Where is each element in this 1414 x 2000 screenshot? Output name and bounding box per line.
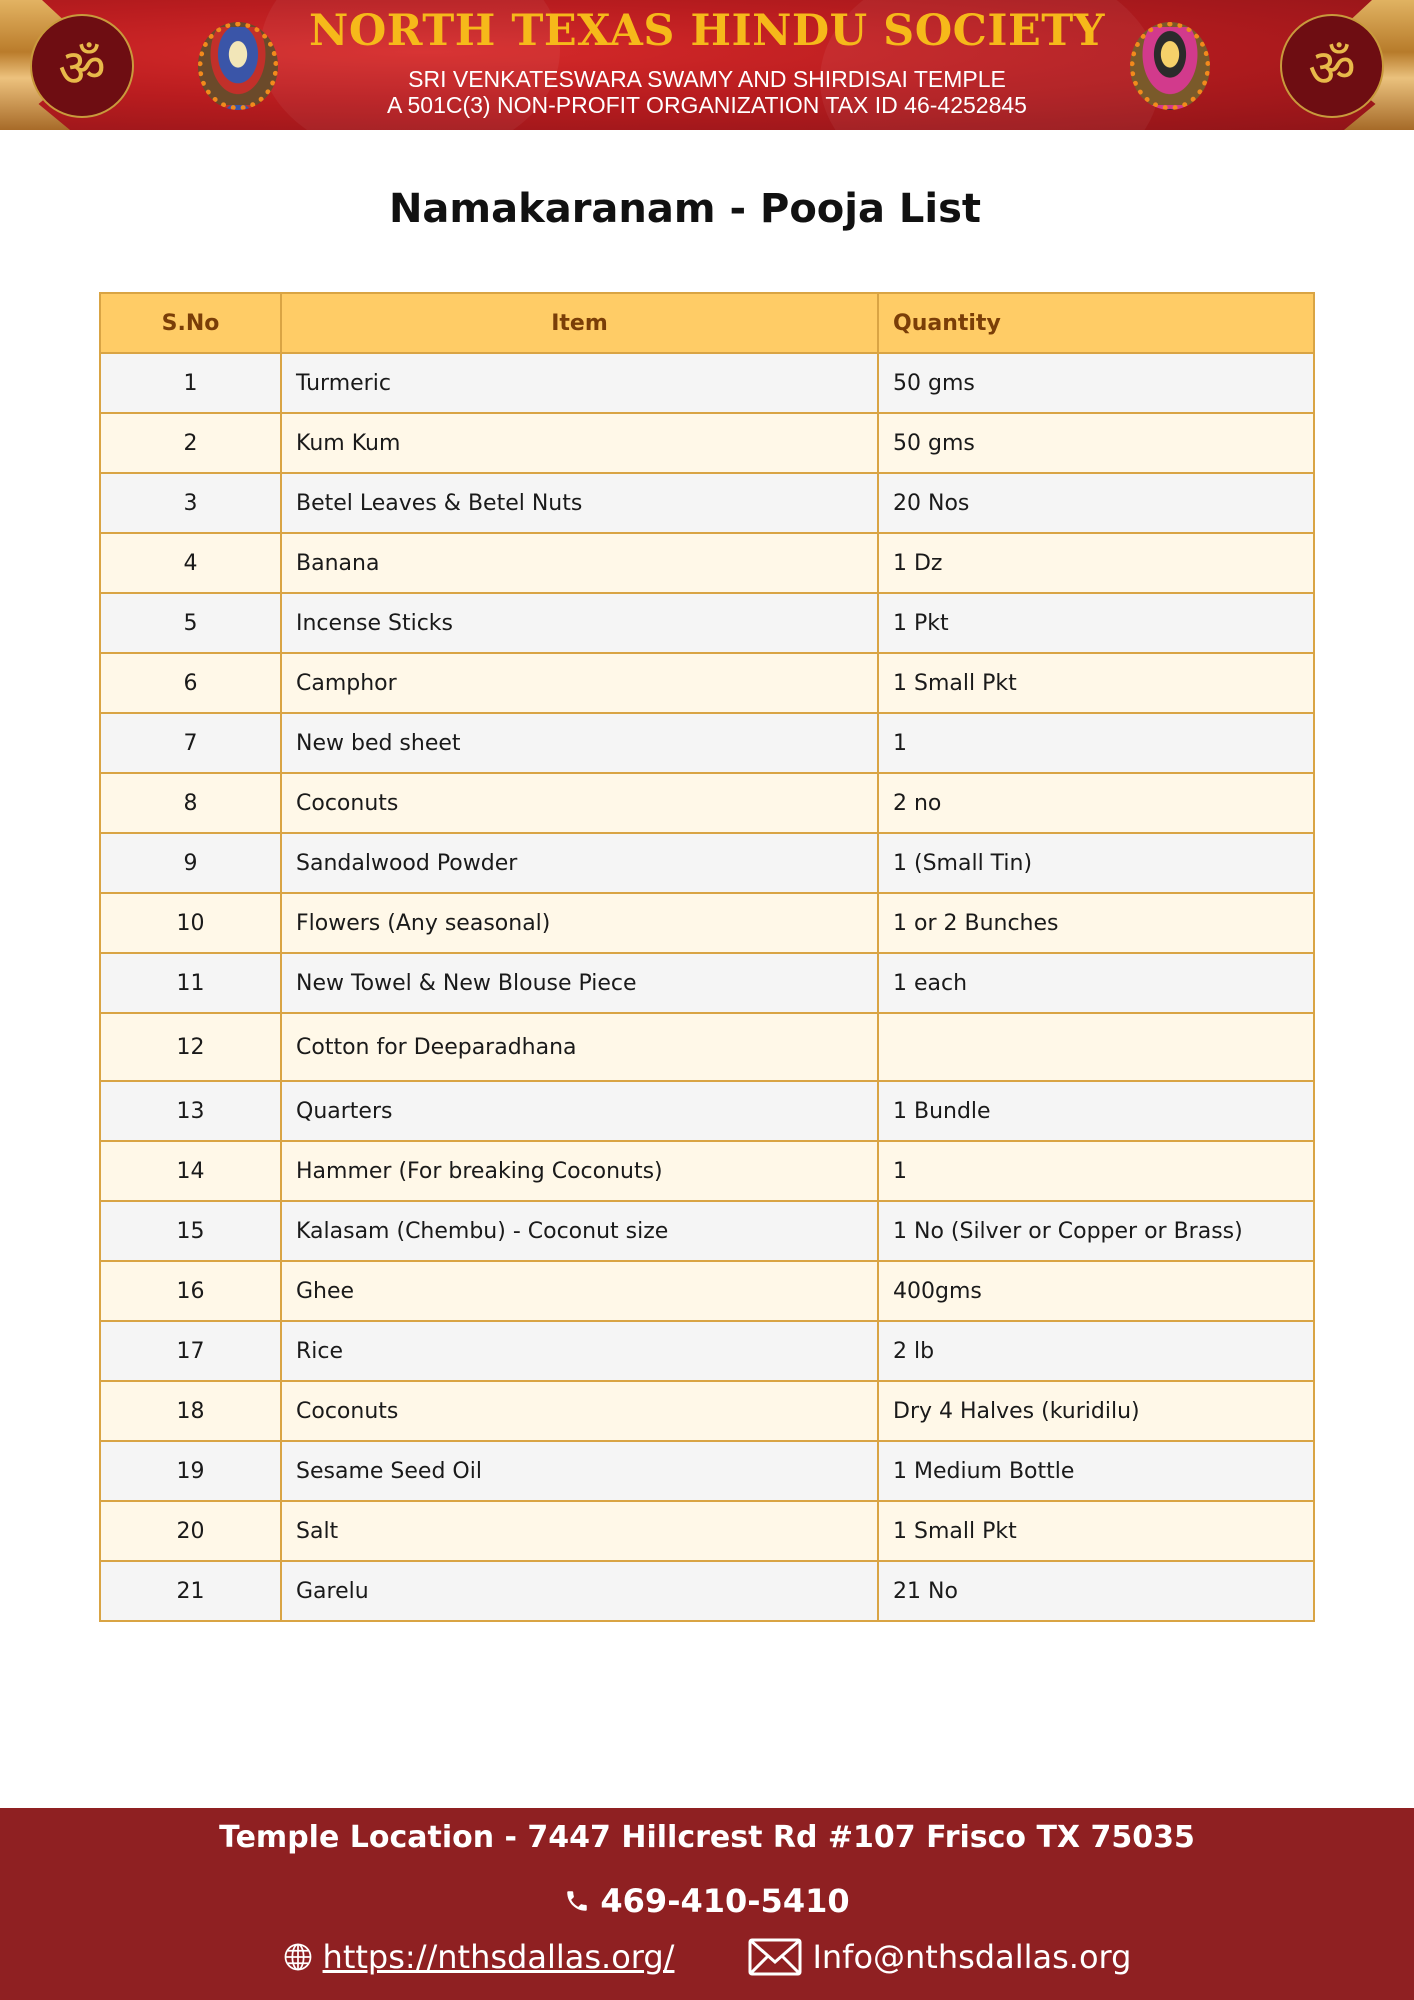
cell-sno: 6 bbox=[100, 653, 281, 713]
cell-item: Garelu bbox=[281, 1561, 878, 1621]
cell-quantity: 2 no bbox=[878, 773, 1314, 833]
table-row bbox=[100, 893, 1314, 953]
mail-icon bbox=[748, 1938, 802, 1976]
cell-quantity: 1 Medium Bottle bbox=[878, 1441, 1314, 1501]
footer bbox=[0, 1808, 1414, 2000]
cell-item: Incense Sticks bbox=[281, 593, 878, 653]
table-row bbox=[100, 953, 1314, 1013]
cell-quantity: 20 Nos bbox=[878, 473, 1314, 533]
cell-quantity: 400gms bbox=[878, 1261, 1314, 1321]
cell-quantity: 1 Dz bbox=[878, 533, 1314, 593]
cell-quantity: 1 Pkt bbox=[878, 593, 1314, 653]
cell-sno: 14 bbox=[100, 1141, 281, 1201]
cell-sno: 17 bbox=[100, 1321, 281, 1381]
table-row bbox=[100, 353, 1314, 413]
cell-item: Salt bbox=[281, 1501, 878, 1561]
cell-quantity: 1 No (Silver or Copper or Brass) bbox=[878, 1201, 1314, 1261]
phone-number[interactable]: 469-410-5410 bbox=[600, 1882, 850, 1920]
cell-item: Rice bbox=[281, 1321, 878, 1381]
cell-item: Camphor bbox=[281, 653, 878, 713]
temple-location: Temple Location - 7447 Hillcrest Rd #107 Frisco TX 75035 bbox=[219, 1820, 1195, 1855]
cell-sno: 2 bbox=[100, 413, 281, 473]
table-row bbox=[100, 1013, 1314, 1081]
table-row bbox=[100, 713, 1314, 773]
cell-item: Sesame Seed Oil bbox=[281, 1441, 878, 1501]
cell-item: Sandalwood Powder bbox=[281, 833, 878, 893]
table-row bbox=[100, 1141, 1314, 1201]
website-link[interactable] bbox=[283, 1938, 675, 1976]
cell-item: New Towel & New Blouse Piece bbox=[281, 953, 878, 1013]
cell-sno: 7 bbox=[100, 713, 281, 773]
table-row bbox=[100, 1261, 1314, 1321]
cell-sno: 18 bbox=[100, 1381, 281, 1441]
cell-item: New bed sheet bbox=[281, 713, 878, 773]
cell-quantity: 21 No bbox=[878, 1561, 1314, 1621]
om-symbol: ॐ bbox=[1308, 38, 1356, 99]
cell-sno: 1 bbox=[100, 353, 281, 413]
cell-quantity: 50 gms bbox=[878, 413, 1314, 473]
table-row bbox=[100, 593, 1314, 653]
cell-sno: 8 bbox=[100, 773, 281, 833]
cell-quantity: 50 gms bbox=[878, 353, 1314, 413]
column-header-sno: S.No bbox=[100, 293, 281, 353]
phone-icon bbox=[564, 1888, 590, 1914]
table-row bbox=[100, 1321, 1314, 1381]
table-row bbox=[100, 1441, 1314, 1501]
cell-sno: 9 bbox=[100, 833, 281, 893]
table-row bbox=[100, 1201, 1314, 1261]
cell-quantity: 1 or 2 Bunches bbox=[878, 893, 1314, 953]
cell-item: Betel Leaves & Betel Nuts bbox=[281, 473, 878, 533]
cell-sno: 3 bbox=[100, 473, 281, 533]
footer-links bbox=[0, 1938, 1414, 1976]
table-row bbox=[100, 533, 1314, 593]
cell-item: Hammer (For breaking Coconuts) bbox=[281, 1141, 878, 1201]
table-row bbox=[100, 413, 1314, 473]
cell-sno: 5 bbox=[100, 593, 281, 653]
table-row bbox=[100, 1561, 1314, 1621]
column-header-item: Item bbox=[281, 293, 878, 353]
table-header-row bbox=[100, 293, 1314, 353]
cell-sno: 19 bbox=[100, 1441, 281, 1501]
phone-contact bbox=[0, 1882, 1414, 1920]
website-url[interactable]: https://nthsdallas.org/ bbox=[322, 1938, 675, 1976]
table-row bbox=[100, 473, 1314, 533]
table-row bbox=[100, 1081, 1314, 1141]
cell-item: Quarters bbox=[281, 1081, 878, 1141]
cell-item: Coconuts bbox=[281, 773, 878, 833]
cell-item: Kum Kum bbox=[281, 413, 878, 473]
table-row bbox=[100, 773, 1314, 833]
cell-quantity: 1 Bundle bbox=[878, 1081, 1314, 1141]
page-title: Namakaranam - Pooja List bbox=[388, 186, 982, 232]
globe-icon bbox=[283, 1942, 313, 1972]
table-row bbox=[100, 653, 1314, 713]
cell-item: Coconuts bbox=[281, 1381, 878, 1441]
org-name: NORTH TEXAS HINDU SOCIETY bbox=[309, 6, 1105, 56]
email-link[interactable] bbox=[748, 1938, 1131, 1976]
cell-item: Kalasam (Chembu) - Coconut size bbox=[281, 1201, 878, 1261]
table-row bbox=[100, 833, 1314, 893]
cell-sno: 20 bbox=[100, 1501, 281, 1561]
email-address[interactable]: Info@nthsdallas.org bbox=[812, 1938, 1132, 1976]
cell-quantity: 2 lb bbox=[878, 1321, 1314, 1381]
cell-quantity bbox=[878, 1013, 1314, 1081]
cell-sno: 21 bbox=[100, 1561, 281, 1621]
cell-quantity: 1 bbox=[878, 713, 1314, 773]
cell-sno: 11 bbox=[100, 953, 281, 1013]
cell-item: Flowers (Any seasonal) bbox=[281, 893, 878, 953]
cell-item: Cotton for Deeparadhana bbox=[281, 1013, 878, 1081]
cell-quantity: 1 Small Pkt bbox=[878, 1501, 1314, 1561]
cell-item: Ghee bbox=[281, 1261, 878, 1321]
pooja-items-table bbox=[99, 292, 1315, 1622]
header-banner bbox=[0, 0, 1414, 130]
cell-sno: 4 bbox=[100, 533, 281, 593]
cell-quantity: Dry 4 Halves (kuridilu) bbox=[878, 1381, 1314, 1441]
cell-item: Banana bbox=[281, 533, 878, 593]
cell-quantity: 1 Small Pkt bbox=[878, 653, 1314, 713]
column-header-quantity: Quantity bbox=[878, 293, 1314, 353]
cell-sno: 15 bbox=[100, 1201, 281, 1261]
cell-sno: 12 bbox=[100, 1013, 281, 1081]
org-subtitle-line1: SRI VENKATESWARA SWAMY AND SHIRDISAI TEMPLE bbox=[408, 66, 1006, 92]
org-subtitle-line2: A 501C(3) NON-PROFIT ORGANIZATION TAX ID 46-4252845 bbox=[387, 92, 1027, 118]
table-row bbox=[100, 1501, 1314, 1561]
cell-item: Turmeric bbox=[281, 353, 878, 413]
om-symbol: ॐ bbox=[58, 38, 106, 99]
cell-quantity: 1 bbox=[878, 1141, 1314, 1201]
cell-quantity: 1 each bbox=[878, 953, 1314, 1013]
table-row bbox=[100, 1381, 1314, 1441]
cell-sno: 13 bbox=[100, 1081, 281, 1141]
cell-sno: 10 bbox=[100, 893, 281, 953]
cell-sno: 16 bbox=[100, 1261, 281, 1321]
cell-quantity: 1 (Small Tin) bbox=[878, 833, 1314, 893]
